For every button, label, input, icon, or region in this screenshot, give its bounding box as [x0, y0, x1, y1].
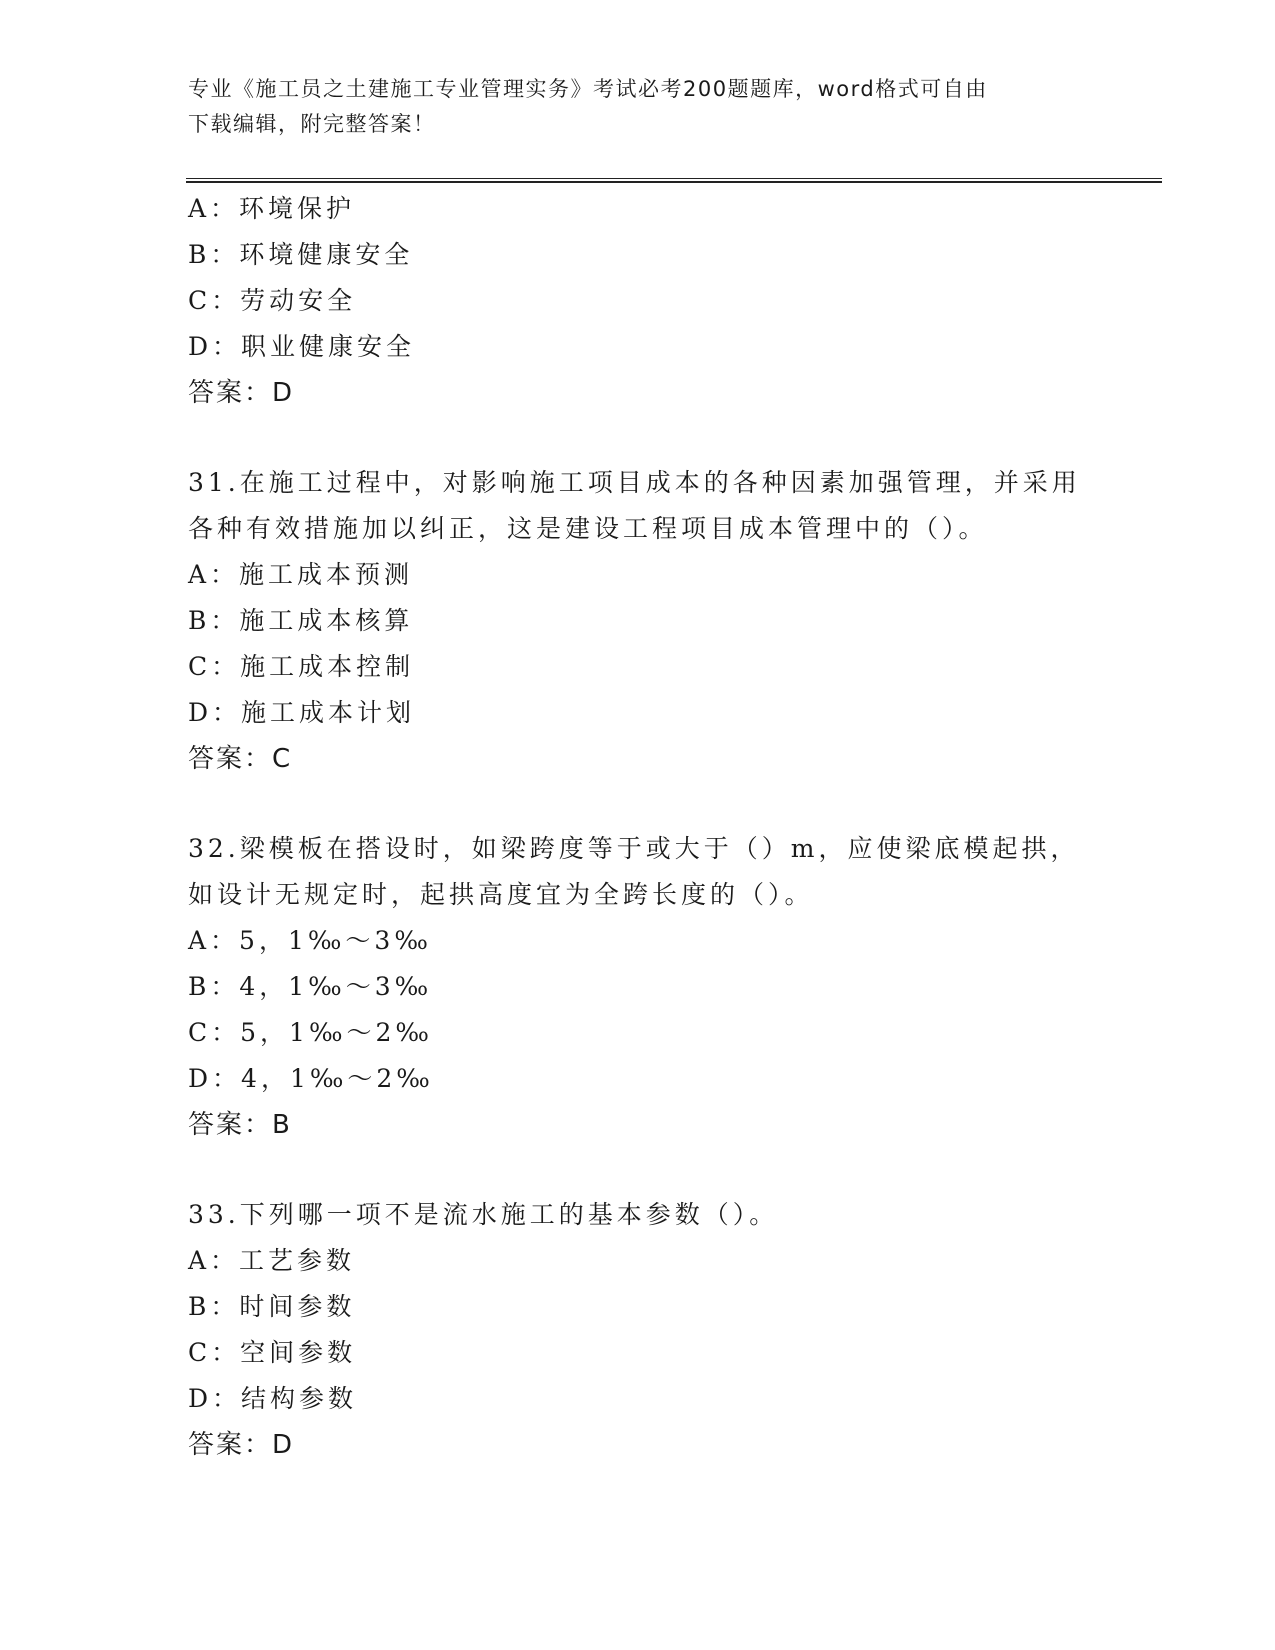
question-list — [188, 186, 1168, 1468]
option-b: B：施工成本核算 — [188, 606, 414, 635]
question-31 — [188, 460, 1168, 782]
option-a: A：工艺参数 — [188, 1246, 356, 1275]
option-d: D：4，1‰～2‰ — [188, 1064, 434, 1093]
question-text-line-2: 各种有效措施加以纠正，这是建设工程项目成本管理中的（）。 — [188, 514, 988, 543]
option-a: A：环境保护 — [188, 194, 356, 223]
answer: 答案：D — [188, 1430, 295, 1460]
option-d: D：结构参数 — [188, 1384, 358, 1413]
option-c: C：空间参数 — [188, 1338, 357, 1367]
option-b: B：环境健康安全 — [188, 240, 414, 269]
question-30 — [188, 186, 1168, 416]
question-text-line-1: 33.下列哪一项不是流水施工的基本参数（）。 — [188, 1200, 779, 1229]
document-header — [188, 72, 1088, 142]
question-text-line-2: 如设计无规定时，起拱高度宜为全跨长度的（）。 — [188, 880, 814, 909]
spacer — [188, 1148, 1168, 1192]
question-text-line-1: 32.梁模板在搭设时，如梁跨度等于或大于（）m，应使梁底模起拱， — [188, 834, 1080, 863]
option-c: C：5，1‰～2‰ — [188, 1018, 433, 1047]
option-d: D：施工成本计划 — [188, 698, 416, 727]
question-32 — [188, 826, 1168, 1148]
answer: 答案：D — [188, 378, 295, 408]
option-b: B：4，1‰～3‰ — [188, 972, 433, 1001]
header-divider — [186, 178, 1162, 183]
question-text-line-1: 31.在施工过程中，对影响施工项目成本的各种因素加强管理，并采用 — [188, 468, 1081, 497]
question-33 — [188, 1192, 1168, 1468]
option-d: D：职业健康安全 — [188, 332, 416, 361]
answer: 答案：B — [188, 1110, 292, 1140]
spacer — [188, 782, 1168, 826]
option-a: A：5，1‰～3‰ — [188, 926, 432, 955]
answer: 答案：C — [188, 744, 293, 774]
option-a: A：施工成本预测 — [188, 560, 414, 589]
option-c: C：施工成本控制 — [188, 652, 415, 681]
header-line-2: 下载编辑，附完整答案！ — [188, 112, 436, 136]
option-b: B：时间参数 — [188, 1292, 356, 1321]
spacer — [188, 416, 1168, 460]
option-c: C：劳动安全 — [188, 286, 357, 315]
header-line-1: 专业《施工员之土建施工专业管理实务》考试必考200题题库，word格式可自由 — [188, 77, 988, 101]
